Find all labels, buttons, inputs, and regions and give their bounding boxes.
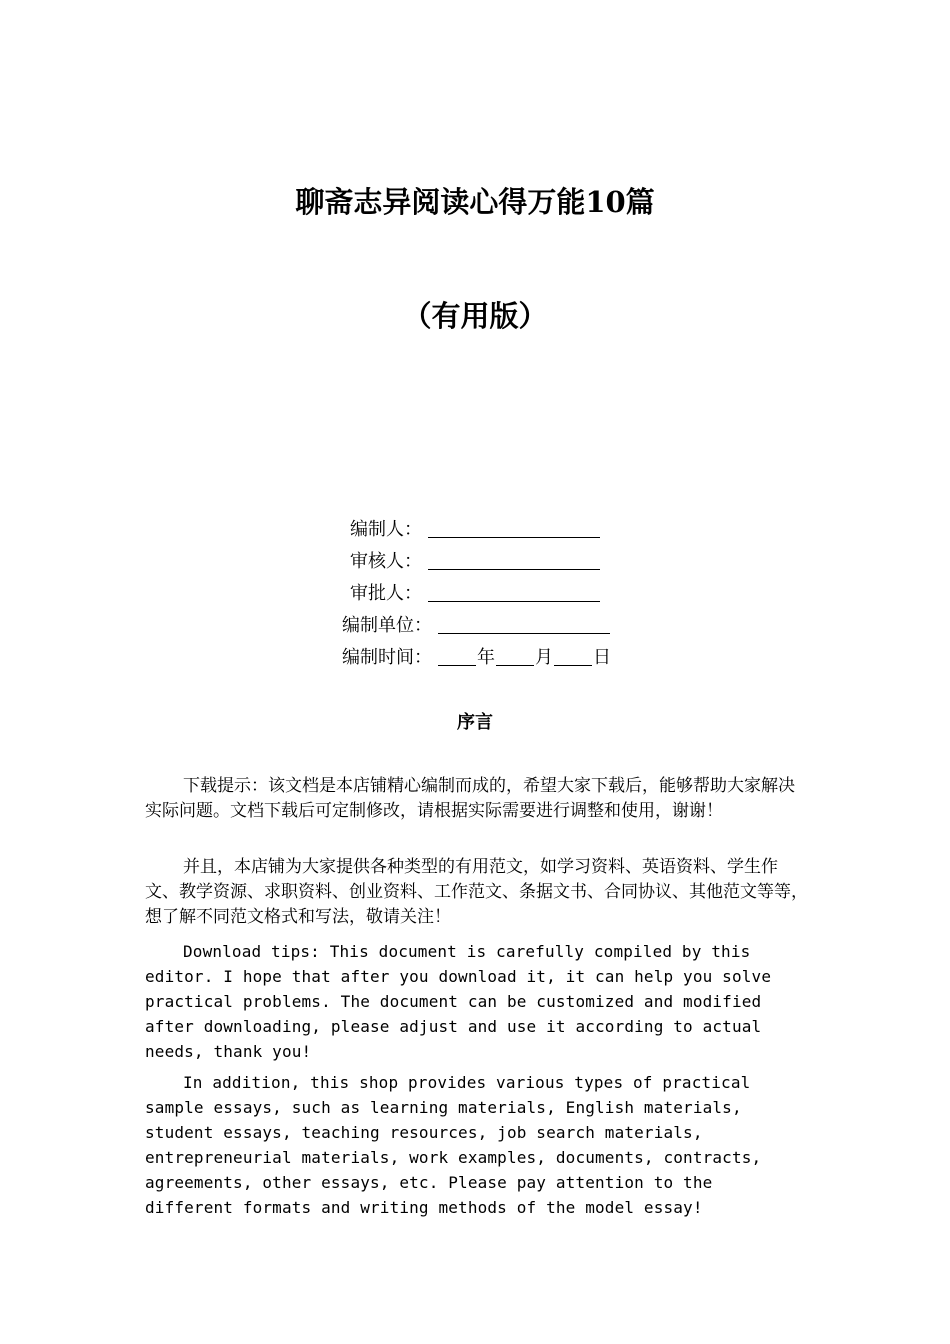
year-label: 年 [477,647,495,668]
month-blank-line [496,665,534,666]
reviewer-row [0,546,950,578]
year-blank-line [438,665,476,666]
reviewer-blank-line [428,569,600,570]
unit-label: 编制单位： [342,615,432,636]
time-label: 编制时间： [342,647,432,668]
preface-paragraph-en-2: In addition, this shop provides various types of practical sample essays, such as learning materials, English materials, student essays, teaching resources, job search materials, entrepreneurial materials, work examples, documents, contracts, agreements, other essays, etc. Please pay attention to the different formats and writing methods of the model essay! [145,1073,762,1217]
unit-blank-line [438,633,610,634]
approver-blank-line [428,601,600,602]
editor-row [0,514,950,546]
document-title: 聊斋志异阅读心得万能10篇 [295,185,655,219]
preface-paragraph-cn-1: 下载提示：该文档是本店铺精心编制而成的，希望大家下载后，能够帮助大家解决实际问题。文档下载后可定制修改，请根据实际需要进行调整和使用，谢谢！ [145,776,795,821]
editor-label: 编制人： [350,519,422,540]
preface-paragraph-cn-2: 并且，本店铺为大家提供各种类型的有用范文，如学习资料、英语资料、学生作文、教学资源、求职资料、创业资料、工作范文、条据文书、合同协议、其他范文等等，想了解不同范文格式和写法，敬请关注！ [145,857,808,927]
approval-block [0,514,950,674]
day-blank-line [554,665,592,666]
time-row [0,642,950,674]
preface-paragraph-en-1: Download tips: This document is carefully compiled by this editor. I hope that after you download it, it can help you solve practical problems. The document can be customized and modified after downloading, please adjust and use it according to actual needs, thank you! [145,942,772,1061]
unit-row [0,610,950,642]
document-subtitle: （有用版） [402,299,548,333]
day-label: 日 [593,647,611,668]
reviewer-label: 审核人： [350,551,422,572]
month-label: 月 [535,647,553,668]
editor-blank-line [428,537,600,538]
approver-label: 审批人： [350,583,422,604]
preface-heading: 序言 [457,712,493,733]
approver-row [0,578,950,610]
